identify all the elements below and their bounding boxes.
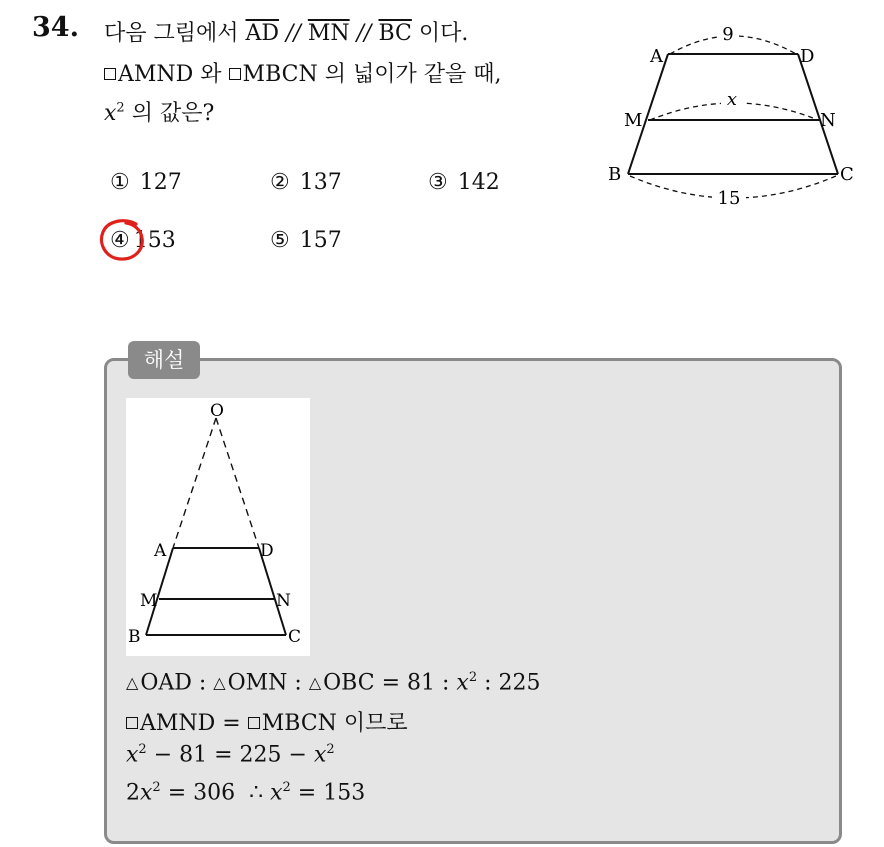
label-x: x (726, 89, 738, 110)
segment-bc: $\overline{BC}$ (378, 21, 412, 46)
answer-circle-mark (96, 216, 152, 266)
vertex-m: M (624, 110, 643, 131)
choice-2[interactable]: ② 137 (270, 170, 342, 195)
square-symbol (248, 717, 260, 729)
vertex-b: B (608, 164, 622, 185)
triangle-symbol: △ (308, 673, 322, 693)
vertex-d: D (800, 46, 815, 67)
solution-line-4: $2x^2 = 306$ ∴ $x^2 = 153$ (126, 780, 366, 806)
vertex-c: C (288, 627, 302, 647)
choice-5[interactable]: ⑤ 157 (270, 228, 342, 253)
trapezoid-figure (600, 10, 870, 220)
segment-mn: $\overline{MN}$ (307, 21, 350, 46)
vertex-c: C (840, 164, 854, 185)
question-line-1: 다음 그림에서 $\overline{AD} // \overline{MN} // \overline{BC}$ 이다. (104, 21, 469, 46)
label-9: 9 (722, 24, 734, 45)
triangle-symbol: △ (213, 673, 226, 693)
vertex-o: O (210, 401, 224, 421)
vertex-n: N (820, 110, 836, 131)
solution-figure (126, 398, 310, 656)
label-15: 15 (717, 188, 741, 209)
solution-line-2: AMND = MBCN 이므로 (126, 706, 408, 737)
triangle-symbol: △ (126, 673, 139, 693)
question-line-2: AMND 와 MBCN 의 넓이가 같을 때, (104, 57, 501, 88)
solution-line-3: $x^2 - 81 = 225 - x^2$ (126, 742, 335, 768)
vertex-m: M (140, 591, 158, 611)
square-symbol (126, 717, 138, 729)
square-symbol (104, 68, 116, 80)
vertex-a: A (650, 46, 663, 67)
segment-ad: $\overline{AD}$ (245, 21, 280, 46)
solution-badge: 해설 (128, 341, 200, 379)
vertex-a: A (154, 541, 167, 561)
square-symbol (229, 68, 241, 80)
question-number: 34. (32, 12, 79, 43)
choice-4[interactable]: ④ 153 (110, 228, 176, 253)
choice-1[interactable]: ① 127 (110, 170, 182, 195)
question-line-3: $x^2$ 의 값은? (104, 100, 215, 126)
vertex-d: D (260, 541, 274, 561)
solution-line-1: △OAD : △OMN : △OBC = 81 : $x^2$ : 225 (126, 670, 541, 696)
vertex-n: N (276, 591, 291, 611)
choice-3[interactable]: ③ 142 (428, 170, 500, 195)
vertex-b: B (128, 627, 141, 647)
